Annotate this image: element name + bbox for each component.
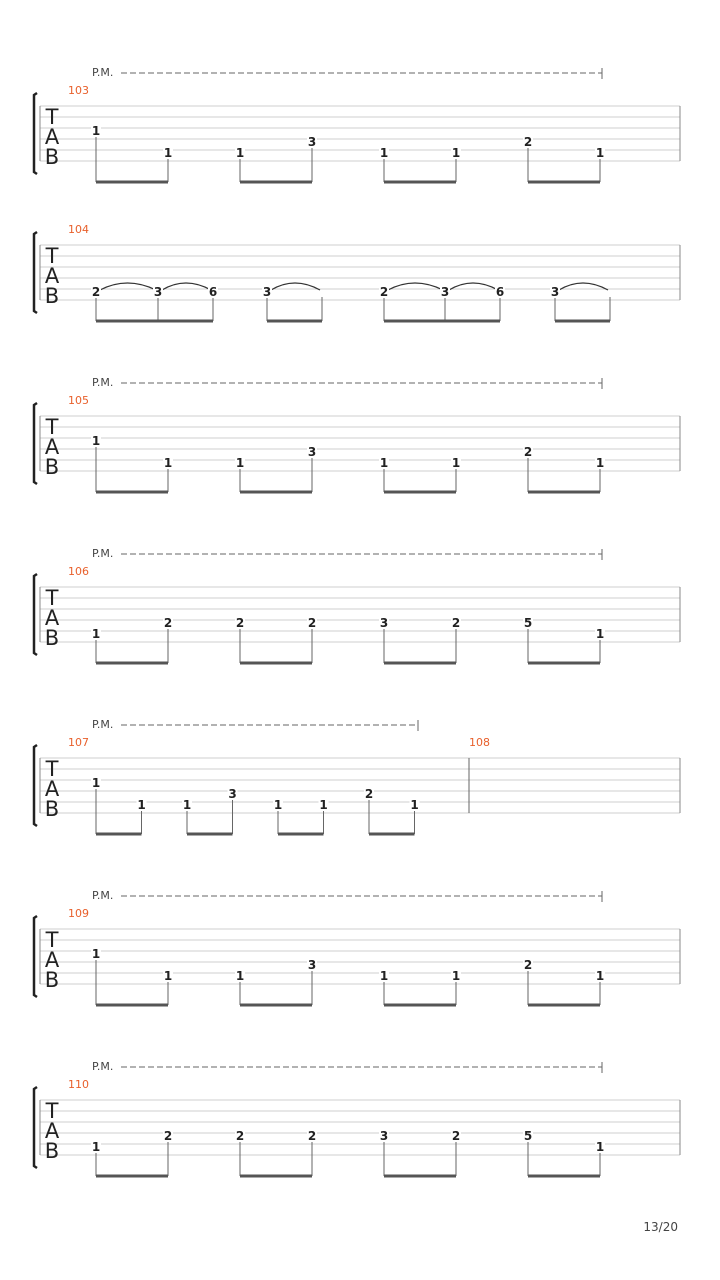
measure-number: 105 <box>68 394 89 407</box>
tab-clef-letter: A <box>44 777 60 801</box>
fret-number: 2 <box>163 616 173 630</box>
tab-clef-letter: B <box>44 626 60 650</box>
fret-number: 3 <box>262 285 272 299</box>
fret-number: 3 <box>307 135 317 149</box>
fret-number: 1 <box>163 146 173 160</box>
fret-number: 2 <box>523 445 533 459</box>
tab-clef-letter: B <box>44 1139 60 1163</box>
fret-number: 1 <box>451 969 461 983</box>
system-bracket <box>34 1087 37 1168</box>
fret-number: 1 <box>235 456 245 470</box>
fret-number: 1 <box>91 434 101 448</box>
fret-number: 1 <box>163 969 173 983</box>
fret-number: 6 <box>495 285 505 299</box>
fret-number: 2 <box>91 285 101 299</box>
tab-clef-letter: A <box>44 264 60 288</box>
fret-number: 1 <box>91 947 101 961</box>
tab-clef-letter: B <box>44 455 60 479</box>
fret-number: 1 <box>91 776 101 790</box>
fret-number: 2 <box>523 135 533 149</box>
fret-number: 1 <box>451 456 461 470</box>
tab-clef-letter: B <box>44 145 60 169</box>
fret-number: 1 <box>379 969 389 983</box>
fret-number: 3 <box>440 285 450 299</box>
fret-number: 1 <box>595 627 605 641</box>
tab-clef-letter: A <box>44 606 60 630</box>
tab-system <box>34 889 680 1005</box>
fret-number: 1 <box>451 146 461 160</box>
fret-number: 1 <box>319 798 328 812</box>
page-number: 13/20 <box>643 1220 678 1234</box>
fret-number: 2 <box>235 1129 245 1143</box>
fret-number: 1 <box>91 1140 101 1154</box>
tab-clef-letter: T <box>45 415 59 439</box>
fret-number: 3 <box>379 616 389 630</box>
fret-number: 1 <box>595 969 605 983</box>
tab-system <box>34 223 680 321</box>
tab-clef-letter: B <box>44 797 60 821</box>
fret-number: 1 <box>379 146 389 160</box>
fret-number: 3 <box>379 1129 389 1143</box>
fret-number: 2 <box>451 1129 461 1143</box>
tab-clef-letter: T <box>45 244 59 268</box>
system-bracket <box>34 403 37 484</box>
fret-number: 5 <box>523 616 533 630</box>
palm-mute-label: P.M. <box>92 1060 114 1073</box>
fret-number: 2 <box>163 1129 173 1143</box>
tab-clef-letter: A <box>44 125 60 149</box>
tab-clef-letter: T <box>45 757 59 781</box>
measure-number: 108 <box>469 736 490 749</box>
fret-number: 2 <box>235 616 245 630</box>
tab-system <box>34 376 680 492</box>
measure-number: 103 <box>68 84 89 97</box>
fret-number: 3 <box>550 285 560 299</box>
tab-clef-letter: T <box>45 586 59 610</box>
fret-number: 1 <box>595 1140 605 1154</box>
palm-mute-label: P.M. <box>92 376 114 389</box>
system-bracket <box>34 745 37 826</box>
tab-system <box>34 718 680 834</box>
measure-number: 104 <box>68 223 89 236</box>
fret-number: 6 <box>208 285 218 299</box>
fret-number: 2 <box>451 616 461 630</box>
fret-number: 1 <box>379 456 389 470</box>
palm-mute-label: P.M. <box>92 889 114 902</box>
tab-clef-letter: A <box>44 948 60 972</box>
fret-number: 1 <box>410 798 419 812</box>
fret-number: 3 <box>228 787 237 801</box>
fret-number: 2 <box>523 958 533 972</box>
fret-number: 3 <box>307 958 317 972</box>
fret-number: 3 <box>153 285 163 299</box>
fret-number: 1 <box>163 456 173 470</box>
tab-clef-letter: T <box>45 928 59 952</box>
tab-system <box>34 66 680 182</box>
fret-number: 1 <box>235 969 245 983</box>
system-bracket <box>34 93 37 174</box>
fret-number: 2 <box>307 1129 317 1143</box>
fret-number: 2 <box>307 616 317 630</box>
tab-system <box>34 1060 680 1176</box>
tab-system <box>34 547 680 663</box>
fret-number: 1 <box>273 798 283 812</box>
fret-number: 2 <box>379 285 389 299</box>
fret-number: 1 <box>91 124 101 138</box>
tab-clef-letter: B <box>44 968 60 992</box>
fret-number: 1 <box>595 456 605 470</box>
system-bracket <box>34 574 37 655</box>
tab-clef-letter: B <box>44 284 60 308</box>
tab-clef-letter: A <box>44 1119 60 1143</box>
fret-number: 2 <box>364 787 374 801</box>
fret-number: 1 <box>91 627 101 641</box>
measure-number: 107 <box>68 736 89 749</box>
fret-number: 5 <box>523 1129 533 1143</box>
measure-number: 109 <box>68 907 89 920</box>
tab-clef-letter: T <box>45 1099 59 1123</box>
fret-number: 1 <box>595 146 605 160</box>
tab-clef-letter: A <box>44 435 60 459</box>
fret-number: 1 <box>182 798 192 812</box>
palm-mute-label: P.M. <box>92 66 114 79</box>
palm-mute-label: P.M. <box>92 547 114 560</box>
tab-clef-letter: T <box>45 105 59 129</box>
system-bracket <box>34 232 37 313</box>
measure-number: 106 <box>68 565 89 578</box>
palm-mute-label: P.M. <box>92 718 114 731</box>
fret-number: 3 <box>307 445 317 459</box>
fret-number: 1 <box>235 146 245 160</box>
measure-number: 110 <box>68 1078 89 1091</box>
system-bracket <box>34 916 37 997</box>
fret-number: 1 <box>137 798 146 812</box>
